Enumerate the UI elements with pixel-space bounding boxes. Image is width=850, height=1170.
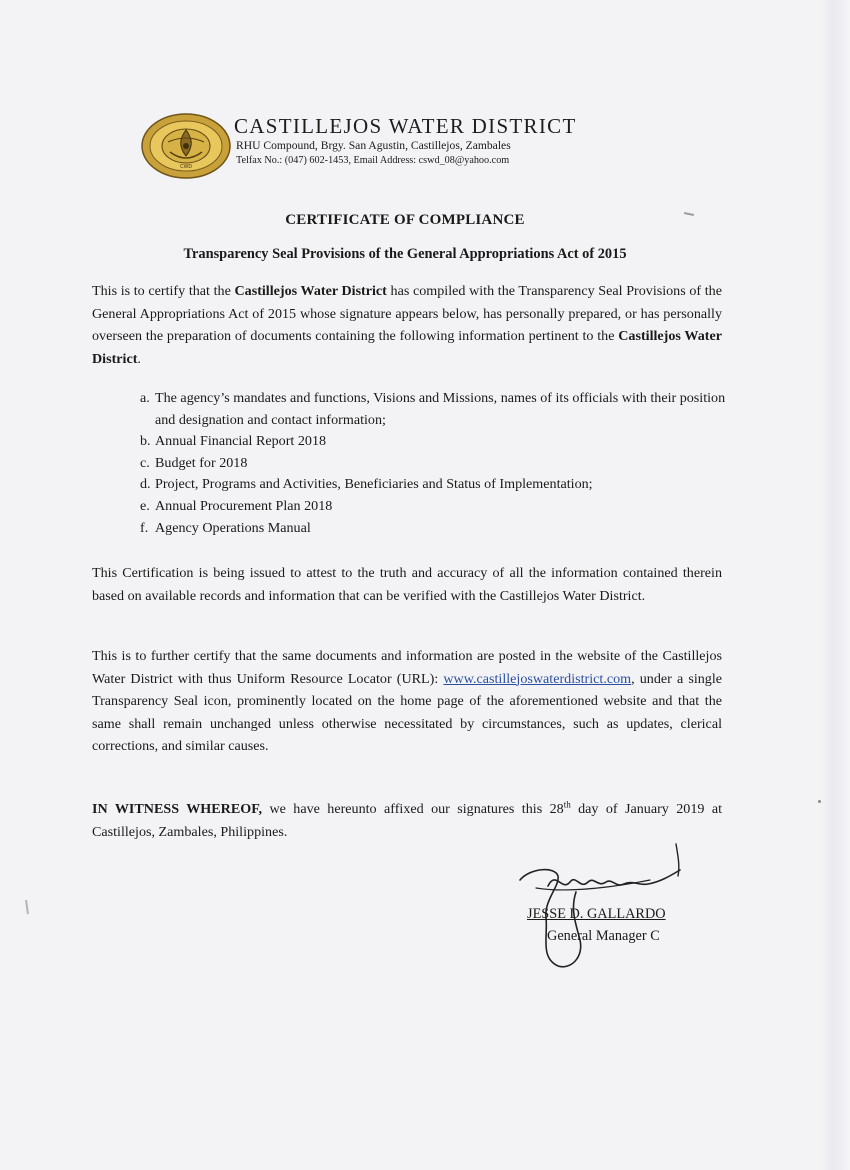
- organization-contact: Telfax No.: (047) 602-1453, Email Address: cswd_08@yahoo.com: [236, 155, 510, 166]
- handwritten-signature: [500, 840, 700, 970]
- letterhead: [140, 110, 700, 185]
- signature-block: [500, 840, 720, 970]
- district-name-bold: Castillejos Water District: [92, 328, 722, 367]
- list-item: c. Budget for 2018: [140, 454, 248, 471]
- list-item: e. Annual Procurement Plan 2018: [140, 497, 333, 514]
- document-subtitle: Transparency Seal Provisions of the General Appropriations Act of 2015: [183, 246, 627, 262]
- attestation-paragraph: This Certification is being issued to attest to the truth and accuracy of all the information contained therein based on available records and information that can be verified with the Castillejos Water District.: [92, 565, 722, 604]
- document-list: [140, 388, 730, 539]
- witness-paragraph: IN WITNESS WHEREOF, we have hereunto affixed our signatures this 28th day of January 2019 at Castillejos, Zambales, Philippines.: [92, 799, 723, 840]
- scan-speck: [25, 900, 29, 914]
- website-paragraph: This is to further certify that the same documents and information are posted in the website of the Castillejos Water District with thus Uniform Resource Locator (URL): www.castillejoswaterdistrict.com, under a single Transparency Seal icon, prominently located on the home page of the aforementioned website and that the same shall remain unchanged unless otherwise necessitated by circumstances, such as updates, clerical corrections, and similar causes.: [92, 648, 723, 755]
- document-title: CERTIFICATE OF COMPLIANCE: [285, 212, 525, 228]
- list-item: a. The agency’s mandates and functions, Visions and Missions, names of its officials with their position and designation and contact information;: [140, 390, 726, 428]
- scan-edge-shadow: [822, 0, 850, 1170]
- organization-name: CASTILLEJOS WATER DISTRICT: [234, 114, 577, 138]
- organization-address: RHU Compound, Brgy. San Agustin, Castillejos, Zambales: [236, 139, 511, 152]
- list-item: d. Project, Programs and Activities, Beneficiaries and Status of Implementation;: [140, 476, 593, 493]
- castillejos-water-district-seal-logo: [140, 112, 232, 180]
- list-item: f. Agency Operations Manual: [140, 519, 311, 536]
- signatory-title: General Manager C: [547, 928, 660, 944]
- district-name-bold: Castillejos Water District: [234, 283, 387, 299]
- scan-speck: [818, 800, 821, 803]
- certification-paragraph: This is to certify that the Castillejos Water District has compiled with the Transparency Seal Provisions of the General Appropriations Act of 2015 whose signature appears below, has personally prepared, or has personally overseen the preparation of documents containing the following information pertinent to the Castillejos Water District.: [92, 283, 722, 367]
- list-item: b. Annual Financial Report 2018: [140, 433, 327, 450]
- signatory-name: JESSE D. GALLARDO: [527, 906, 666, 922]
- svg-text:CWD: CWD: [180, 164, 192, 170]
- website-link[interactable]: www.castillejoswaterdistrict.com: [443, 670, 632, 687]
